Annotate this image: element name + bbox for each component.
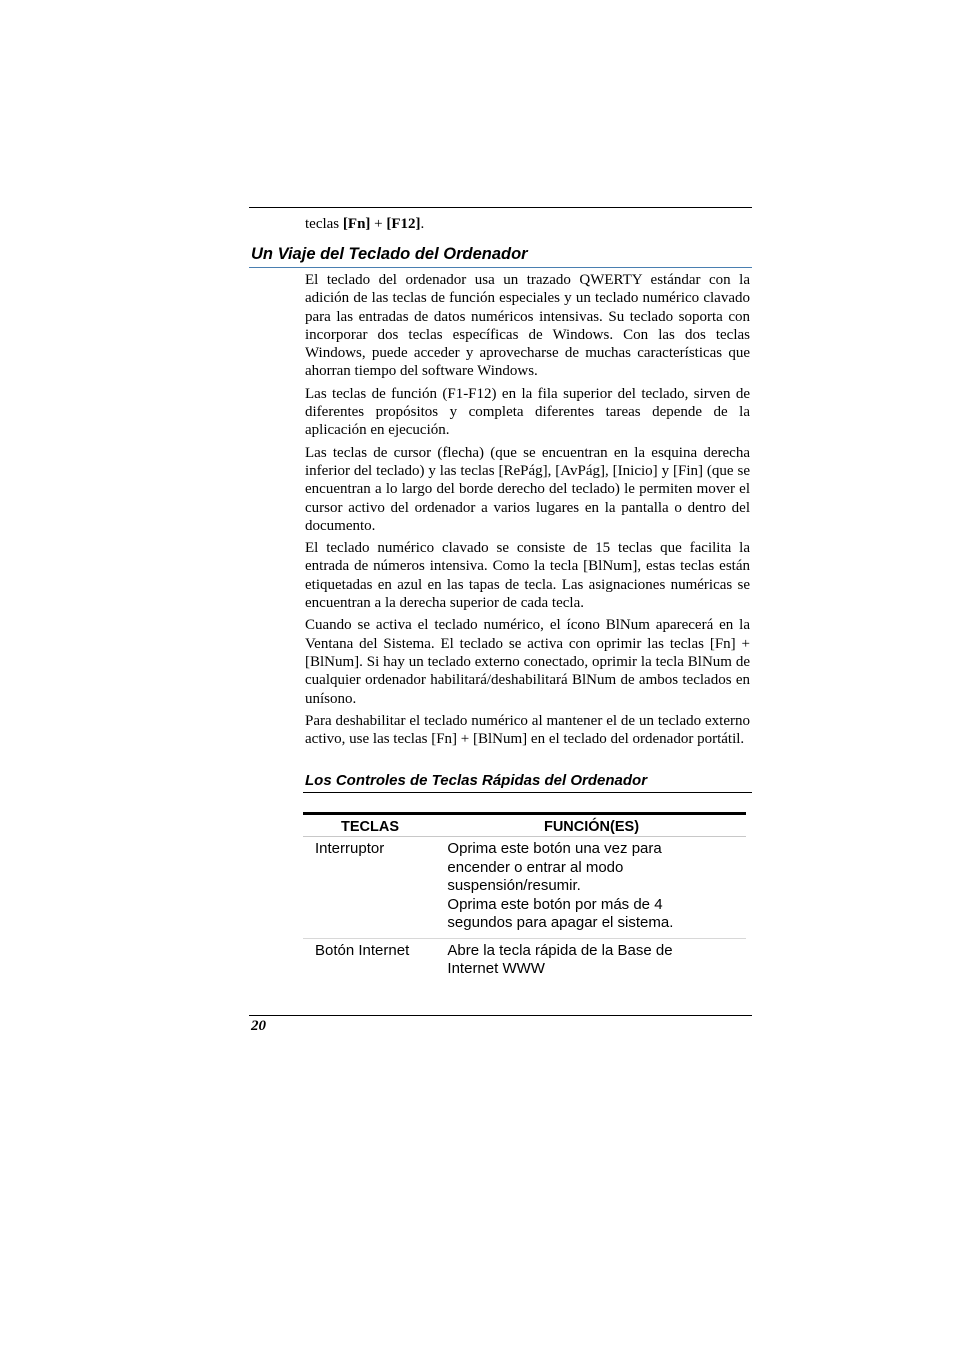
function-line: suspensión/resumir. xyxy=(447,877,581,894)
f12-key: [F12] xyxy=(386,216,421,232)
table-header xyxy=(303,815,746,837)
section-underline xyxy=(249,267,752,268)
key-cell: Botón Internet xyxy=(315,941,410,959)
header-rule xyxy=(249,207,752,208)
function-line: segundos para apagar el sistema. xyxy=(447,914,674,931)
paragraph: Las teclas de cursor (flecha) (que se encuentran en la esquina derecha inferior del teclado) y las teclas [RePág], [AvPág], [Inicio] y [Fin] (que se encuentran a lo largo del borde derecho del teclado) le permiten mover el cursor activo del ordenador a varios lugares en la pantalla o dentro del documento. xyxy=(305,444,750,534)
paragraph: Para deshabilitar el teclado numérico al mantener el de un teclado externo activo, use las teclas [Fn] + [BlNum] en el teclado del ordenador portátil. xyxy=(305,712,750,748)
function-line: Oprima este botón una vez para xyxy=(447,840,662,857)
footer-rule xyxy=(249,1015,752,1016)
column-header-functions: FUNCIÓN(ES) xyxy=(543,819,640,835)
paragraph: El teclado del ordenador usa un trazado QWERTY estándar con la adición de las teclas de función especiales y un teclado numérico clavado para las entradas de datos numéricos intensivas. Su teclado soporta con incorporar dos teclas específicas de Windows. Con las dos teclas Windows, puede acceder y aprovecharse de muchas características que ahorran tiempo del software Windows. xyxy=(305,272,750,380)
function-cell xyxy=(436,939,746,984)
intro-line: teclas [Fn] + [F12]. xyxy=(305,216,425,232)
function-line: Abre la tecla rápida de la Base de xyxy=(447,941,673,959)
paragraph: Cuando se activa el teclado numérico, el ícono BlNum aparecerá en la Ventana del Sistema. El teclado se activa con oprimir las teclas [Fn] + [BlNum]. Si hay un teclado externo conectado, oprimir la tecla BlNum de cualquier ordenador habilitará/deshabilitará BlNum de ambos teclados en unísono. xyxy=(305,617,750,707)
body-text xyxy=(305,271,750,752)
paragraph: El teclado numérico clavado se consiste de 15 teclas que facilita la entrada de números intensiva. Como la tecla [BlNum], estas teclas están etiquetadas en azul en las tapas de tecla. Las asignaciones numéricas se encuentran a la derecha superior de cada tecla. xyxy=(305,540,750,612)
function-cell xyxy=(436,837,746,938)
section-title: Un Viaje del Teclado del Ordenador xyxy=(251,245,528,263)
function-line: Internet WWW xyxy=(447,960,545,977)
column-header-keys: TECLAS xyxy=(341,819,399,835)
function-line: Oprima este botón por más de 4 xyxy=(447,895,663,913)
paragraph: Las teclas de función (F1-F12) en la fila superior del teclado, sirven de diferentes propósitos y completa diferentes tareas depende de la aplicación en ejecución. xyxy=(305,385,750,439)
function-line: encender o entrar al modo xyxy=(447,858,624,876)
page-number: 20 xyxy=(251,1018,266,1034)
key-cell: Interruptor xyxy=(315,840,385,857)
subsection-underline xyxy=(303,792,752,793)
table-row xyxy=(303,939,746,984)
table-row xyxy=(303,837,746,939)
subsection-title: Los Controles de Teclas Rápidas del Ordenador xyxy=(305,772,648,789)
fn-key: [Fn] xyxy=(342,216,371,232)
hotkey-table xyxy=(303,812,746,984)
